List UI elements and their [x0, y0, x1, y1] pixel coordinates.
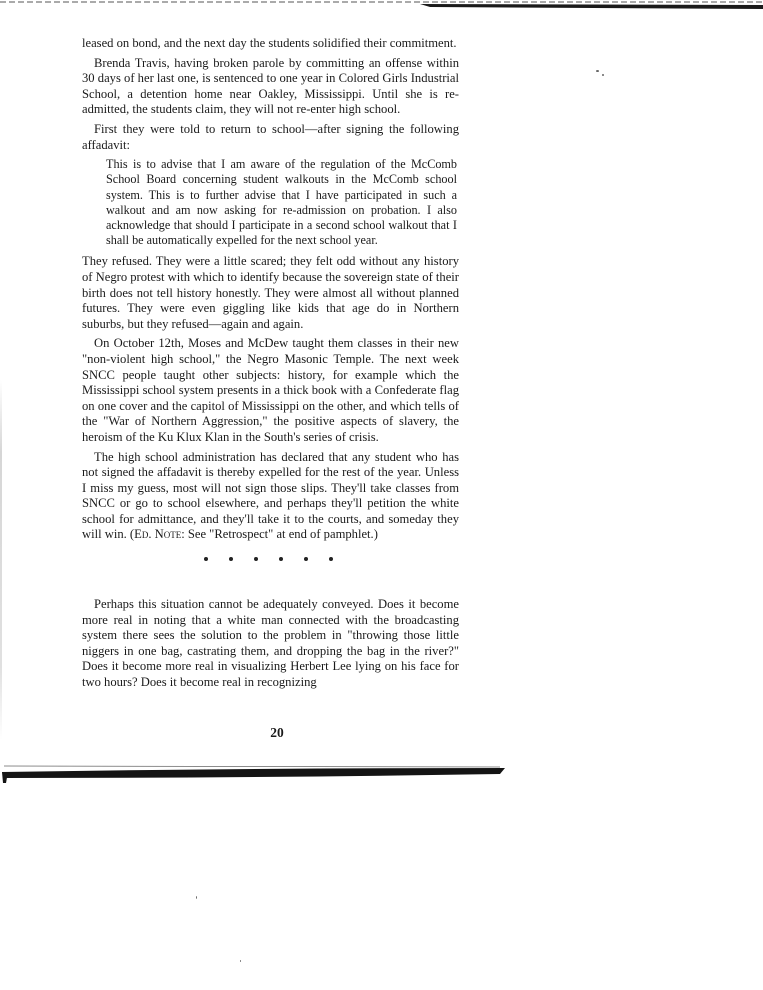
paragraph-administration [82, 450, 459, 544]
bottom-page-edge-rule [0, 762, 520, 784]
paragraph-october-12th: On October 12th, Moses and McDew taught them classes in their new "non-violent high school," the Negro Masonic Temple. The next week SNCC people taught other subjects: history, for example which the Mississippi school system presents in a thick book with a Confederate flag on one cover and the capitol of Mississippi on the other, and which tells of the "War of Northern Aggression," the positive aspects of slavery, the heroism of the Ku Klux Klan in the South's series of crisis. [82, 336, 459, 444]
section-dot [329, 557, 333, 561]
section-dot [304, 557, 308, 561]
scan-left-edge-shadow [0, 380, 2, 740]
scan-speck [602, 74, 604, 76]
scan-speck [196, 896, 197, 899]
page-body [82, 36, 459, 695]
paragraph-they-refused: They refused. They were a little scared; they felt odd without any history of Negro protest with which to identify because the sovereign state of their birth does not tell history honestly. They were almost all without planned futures. They were even giggling like kids that age do in Northern suburbs, but they refused—again and again. [82, 254, 460, 331]
paragraph-affadavit-intro: First they were told to return to school—after signing the following affadavit: [82, 121, 459, 152]
section-dot [279, 557, 283, 561]
affadavit-quote: This is to advise that I am aware of the regulation of the McComb School Board concerning student walkouts in the McComb school system. This is to further advise that I have participated in such a walkout and am now asking for re-admission on probation. I also acknowledge that should I participate in a second school walkout that I shall be automatically expelled for the next school year. [106, 157, 457, 248]
paragraph-situation: Perhaps this situation cannot be adequately conveyed. Does it become more real in noting that a white man connected with the broadcasting system there sees the solution to the problem in "throwing those little niggers in one bag, castrating them, and dropping the bag in the river?" Does it become more real in visualizing Herbert Lee lying on his face for two hours? Does it become real in recognizing [82, 597, 459, 690]
scan-speck [240, 960, 241, 962]
paragraph-commitment: leased on bond, and the next day the students solidified their commitment. [82, 36, 457, 50]
section-break-dots [82, 557, 459, 561]
section-dot [229, 557, 233, 561]
administration-text: The high school administration has declared that any student who has not signed the affadavit is thereby expelled for the rest of the year. Unless I miss my guess, most will not sign those slips. They'll take classes from SNCC or go to school elsewhere, and perhaps they'll petition the white school for admittance, and they'll take it to the courts, and someday they will win. ( [82, 449, 459, 542]
page-number: 20 [270, 725, 284, 740]
editor-note-text: See "Retrospect" at end of pamphlet.) [184, 527, 378, 542]
scan-speck [596, 70, 599, 72]
paragraph-brenda-travis: Brenda Travis, having broken parole by committing an offense within 30 days of her last one, is sentenced to one year in Colored Girls Industrial School, a detention home near Oakley, Mississippi. Until she is re-admitted, the students claim, they will not re-enter high school. [82, 55, 459, 117]
section-dot [254, 557, 258, 561]
editor-note-label: Ed. Note: [134, 527, 185, 542]
top-page-edge-rule [0, 0, 763, 9]
section-dot [204, 557, 208, 561]
